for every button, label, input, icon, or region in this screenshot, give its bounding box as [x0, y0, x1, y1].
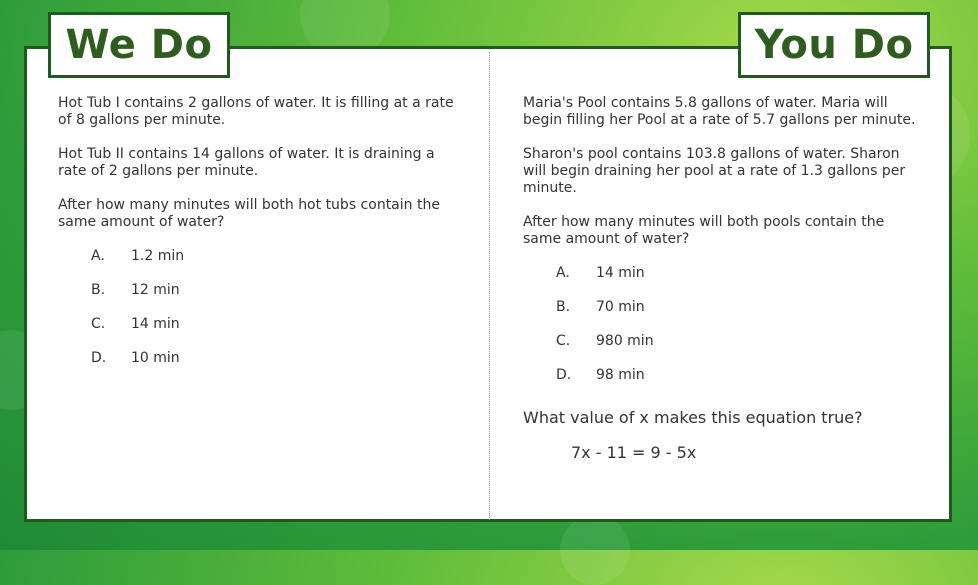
you-do-question: After how many minutes will both pools contain the same amount of water?	[523, 214, 885, 247]
we-do-paragraph-2: Hot Tub II contains 14 gallons of water. It is draining a rate of 2 gallons per minute.	[58, 146, 435, 179]
choice-letter: D.	[91, 350, 107, 366]
choice-letter: D.	[556, 367, 572, 383]
you-do-title: You Do	[738, 12, 930, 78]
you-do-choice-d[interactable]	[556, 367, 923, 401]
choice-text: 98 min	[596, 367, 645, 383]
clover-decoration	[560, 515, 630, 585]
choice-text: 14 min	[131, 316, 180, 332]
choice-text: 14 min	[596, 265, 645, 281]
choice-letter: A.	[91, 248, 105, 264]
equation-question: What value of x makes this equation true?	[523, 408, 863, 427]
we-do-question: After how many minutes will both hot tubs contain the same amount of water?	[58, 197, 440, 230]
choice-letter: A.	[556, 265, 570, 281]
choice-letter: C.	[556, 333, 571, 349]
choice-text: 70 min	[596, 299, 645, 315]
we-do-choice-d[interactable]	[91, 350, 463, 384]
you-do-paragraph-1: Maria's Pool contains 5.8 gallons of water. Maria will begin filling her Pool at a rate of 5.7 gallons per minute.	[523, 95, 916, 128]
you-do-choice-b[interactable]	[556, 299, 923, 333]
choice-letter: C.	[91, 316, 106, 332]
choice-text: 1.2 min	[131, 248, 185, 264]
choice-letter: B.	[91, 282, 106, 298]
you-do-choice-c[interactable]	[556, 333, 923, 367]
we-do-column	[58, 95, 463, 384]
column-divider	[489, 52, 490, 520]
we-do-paragraph-1: Hot Tub I contains 2 gallons of water. It is filling at a rate of 8 gallons per minute.	[58, 95, 454, 128]
choice-letter: B.	[556, 299, 571, 315]
you-do-paragraph-2: Sharon's pool contains 103.8 gallons of water. Sharon will begin draining her pool at a rate of 1.3 gallons per minute.	[523, 146, 906, 196]
equation: 7x - 11 = 9 - 5x	[571, 443, 697, 462]
we-do-choice-c[interactable]	[91, 316, 463, 350]
we-do-choice-a[interactable]	[91, 248, 463, 282]
choice-text: 10 min	[131, 350, 180, 366]
we-do-title: We Do	[48, 12, 230, 78]
you-do-choice-a[interactable]	[556, 265, 923, 299]
we-do-choice-b[interactable]	[91, 282, 463, 316]
choice-text: 980 min	[596, 333, 654, 349]
choice-text: 12 min	[131, 282, 180, 298]
you-do-column	[523, 95, 923, 461]
